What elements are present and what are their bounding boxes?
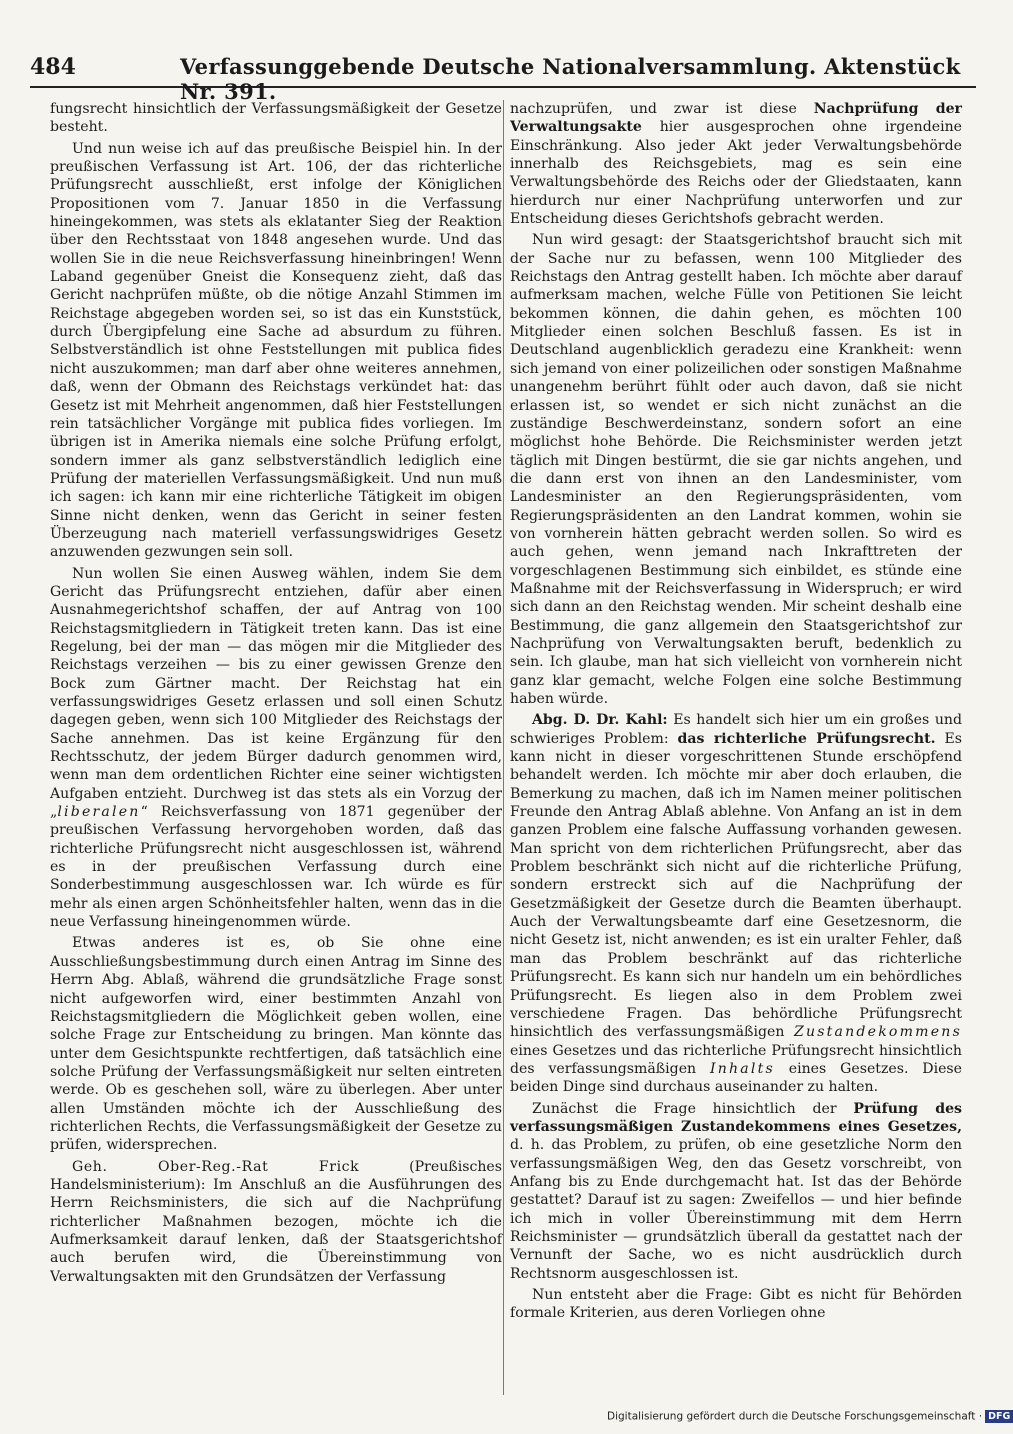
spaced-emphasis: Zustandekommens <box>793 1024 962 1041</box>
column-divider <box>503 100 504 1395</box>
running-title: Verfassunggebende Deutsche Nationalversammlung. Aktenstück Nr. 391. <box>180 54 961 104</box>
paragraph: Geh. Ober-Reg.-Rat Frick (Preußisches Handelsministerium): Im Anschluß an die Ausführungen des Herrn Reichsministers, die sich auf die Nachprüfung richterlicher Maßnahmen bezogen, möchte ich die Aufmerksamkeit darauf lenken, daß der Staatsgerichtshof auch berufen wird, die Übereinstimmung von Verwaltungsakten mit den Grundsätzen der Verfassung <box>50 1158 502 1285</box>
paragraph: Nun wird gesagt: der Staatsgerichtshof braucht sich mit der Sache nur zu befassen, wenn 100 Mitglieder des Reichstags den Antrag gestellt haben. Ich möchte aber darauf aufmerksam machen, welche Fülle von Petitionen Sie leicht bekommen können, die dahin gehen, es möchten 100 Mitglieder einen solchen Beschluß fassen. Es ist in Deutschland augenblicklich geradezu eine Krankheit: wenn sich jemand von einer polizeilichen oder sonstigen Maßnahme unangenehm berührt fühlt oder auch davon, daß sie nicht erlassen ist, so wendet er sich nicht zunächst an die zuständige Beschwerdeinstanz, sondern sofort an eine möglichst hohe Behörde. Die Reichsminister werden jetzt täglich mit Dingen bestürmt, die sie gar nichts angehen, und die dann erst von ihnen an den Landesminister, vom Landesminister an den Regierungspräsidenten, vom Regierungspräsidenten an den Landrat kommen, wohin sie von vornherein hätten gebracht werden sollen. So wird es auch gehen, wenn jemand nach Inkrafttreten der vorgeschlagenen Bestimmung sich einbildet, es stünde eine Maßnahme mit der Reichsverfassung in Widerspruch; er wird sich dann an den Reichstag wenden. Mir scheint deshalb eine Bestimmung, die ganz allgemein den Staatsgerichtshof zur Nachprüfung von Verwaltungsakten beruft, bedenklich zu sein. Ich glaube, man hat sich vielleicht von vornherein nicht ganz klar gemacht, welche Folgen eine solche Bestimmung haben würde. <box>510 232 962 707</box>
left-column <box>50 100 502 1395</box>
speaker-name: Abg. D. Dr. Kahl: <box>532 712 668 729</box>
paragraph: Zunächst die Frage hinsichtlich der Prüfung des verfassungsmäßigen Zustandekommens eines Gesetzes, d. h. das Problem, zu prüfen, ob eine gesetzliche Norm den verfassungsmäßigen Weg, den das Gesetz vorschreibt, von Anfang bis zu Ende durchgemacht hat. Ist das der Behörde gestattet? Darauf ist zu sagen: Zweifellos — und hier befinde ich mich in voller Übereinstimmung mit dem Herrn Reichsminister — grundsätzlich überall da gestattet nach der Vernunft der Sache, wo es nicht ausdrücklich durch Rechtsnorm ausgeschlossen ist. <box>510 1100 962 1282</box>
spaced-emphasis: liberalen <box>57 804 141 821</box>
paragraph: Nun entsteht aber die Frage: Gibt es nicht für Behörden formale Kriterien, aus deren Vorliegen ohne <box>510 1287 962 1322</box>
digitization-credit <box>607 1410 1011 1426</box>
bold-emphasis: Nachprüfung der Verwaltungsakte <box>510 101 962 136</box>
dfg-logo: DFG <box>985 1410 1013 1423</box>
spaced-emphasis: Inhalts <box>709 1060 775 1077</box>
paragraph: Und nun weise ich auf das preußische Beispiel hin. In der preußischen Verfassung ist Art. 106, der das richterliche Prüfungsrecht ausschließt, erst infolge der Königlichen Propositionen vom 7. Januar 1850 in die Verfassung hineingekommen, was stets als eklatanter Sieg der Reaktion über den Rechtsstaat von 1848 angesehen wurde. Und das wollen Sie in die neue Reichsverfassung hineinbringen! Wenn Laband gegenüber Gneist die Konsequenz zieht, daß das Gericht nachprüfen müßte, ob die nötige Anzahl Stimmen im Reichstage abgegeben worden sei, so ist das ein Kunststück, durch Übergipfelung eine Sache ad absurdum zu führen. Selbstverständlich ist ohne Feststellungen mit publica fides nicht auszukommen; man darf aber ohne weiteres annehmen, daß, wenn der Obmann des Reichstags verkündet hat: das Gesetz ist mit Mehrheit angenommen, daß hier Feststellungen rein tatsächlicher Vorgänge mit publica fides vorliegen. Im übrigen ist in Amerika niemals eine solche Prüfung erfolgt, sondern immer als ganz selbstverständlich lediglich eine Prüfung der materiellen Verfassungsmäßigkeit. Und nun muß ich sagen: ich kann mir eine richterliche Tätigkeit im obigen Sinne nicht denken, wenn das Gericht in seiner festen Überzeugung nach materiell verfassungswidriges Gesetz anzuwenden gezwungen sein soll. <box>50 140 502 561</box>
paragraph: Etwas anderes ist es, ob Sie ohne eine Ausschließungsbestimmung durch einen Antrag im Sinne des Herrn Abg. Ablaß, während die grundsätzliche Frage sonst nicht aufgeworfen wird, einer bestimmten Anzahl von Reichstagsmitgliedern die Möglichkeit geben wollen, eine solche Frage zur Entscheidung zu bringen. Man könnte das unter dem Gesichtspunkte rechtfertigen, daß tatsächlich eine solche Prüfung der Verfassungsmäßigkeit nur selten eintreten werde. Ob es geschehen soll, wäre zu überlegen. Aber unter allen Umständen möchte ich der Ausschließung des richterlichen Rechts, die Verfassungsmäßigkeit der Gesetze zu prüfen, widersprechen. <box>50 935 502 1154</box>
paragraph: Abg. D. Dr. Kahl: Es handelt sich hier um ein großes und schwieriges Problem: das richterliche Prüfungsrecht. Es kann nicht in dieser vorgeschrittenen Stunde erschöpfend behandelt werden. Ich möchte mir aber doch erlauben, die Bemerkung zu machen, daß ich im Namen meiner politischen Freunde den Antrag Ablaß ablehne. Von Anfang an ist in dem ganzen Problem eine falsche Auffassung vorhanden gewesen. Man spricht von dem richterlichen Prüfungsrecht, aber das Problem beschränkt sich nicht auf die richterliche Prüfung, sondern erstreckt sich auf die Nachprüfung der Gesetzmäßigkeit der Gesetze durch die Beamten überhaupt. Auch der Verwaltungsbeamte darf eine Gesetzesnorm, die nicht Gesetz ist, nicht anwenden; es ist ein uralter Fehler, daß man das Problem beschränkt auf das richterliche Prüfungsrecht. Es kann sich nur handeln um ein behördliches Prüfungsrecht. Es liegen also in dem Problem zwei verschiedene Fragen. Das behördliche Prüfungsrecht hinsichtlich des verfassungsmäßigen Zustandekommens eines Gesetzes und das richterliche Prüfungsrecht hinsichtlich des verfassungsmäßigen Inhalts eines Gesetzes. Diese beiden Dinge sind durchaus auseinander zu halten. <box>510 712 962 1096</box>
paragraph: Nun wollen Sie einen Ausweg wählen, indem Sie dem Gericht das Prüfungsrecht entziehen, dafür aber einen Ausnahmegerichtshof schaffen, der auf Antrag von 100 Reichstagsmitgliedern in Tätigkeit treten kann. Das ist eine Regelung, bei der man — das mögen mir die Mitglieder des Reichstags verzeihen — bis zu einer gewissen Grenze den Bock zum Gärtner macht. Der Reichstag hat ein verfassungswidriges Gesetz erlassen und soll einen Schutz dagegen geben, wenn sich 100 Mitglieder des Reichstags der Sache annehmen. Das ist keine Ergänzung für den Rechtsschutz, der jedem Bürger dadurch genommen wird, wenn man dem ordentlichen Richter eine seiner wichtigsten Aufgaben entzieht. Durchweg ist das stets als ein Vorzug der „liberalen“ Reichsverfassung von 1871 gegenüber der preußischen Verfassung hervorgehoben worden, daß das richterliche Prüfungsrecht nicht ausgeschlossen ist, während es in der preußischen Verfassung durch eine Sonderbestimmung ausgeschlossen war. Ich würde es für mehr als einen argen Schönheitsfehler halten, wenn das in die neue Verfassung hineingenommen würde. <box>50 565 502 931</box>
paragraph: nachzuprüfen, und zwar ist diese Nachprüfung der Verwaltungsakte hier ausgesprochen ohne irgendeine Einschränkung. Also jeder Akt jeder Verwaltungsbehörde innerhalb des Reichsgebiets, mag es sein eine Verwaltungsbehörde des Reichs oder der Gliedstaaten, kann hierdurch nur einer Nachprüfung unterworfen und zur Entscheidung dieses Gerichtshofs gebracht werden. <box>510 101 962 228</box>
speaker-name: Geh. Ober-Reg.-Rat Frick <box>72 1158 360 1175</box>
page-number: 484 <box>30 54 76 80</box>
right-column <box>510 100 962 1395</box>
bold-emphasis: Prüfung des verfassungsmäßigen Zustandekommens eines Gesetzes, <box>510 1100 962 1135</box>
bold-emphasis: das richterliche Prüfungsrecht. <box>677 730 936 747</box>
credit-text: Digitalisierung gefördert durch die Deutsche Forschungsgemeinschaft · <box>607 1410 983 1423</box>
page-header <box>30 52 976 104</box>
paragraph: fungsrecht hinsichtlich der Verfassungsmäßigkeit der Gesetze besteht. <box>50 101 502 136</box>
